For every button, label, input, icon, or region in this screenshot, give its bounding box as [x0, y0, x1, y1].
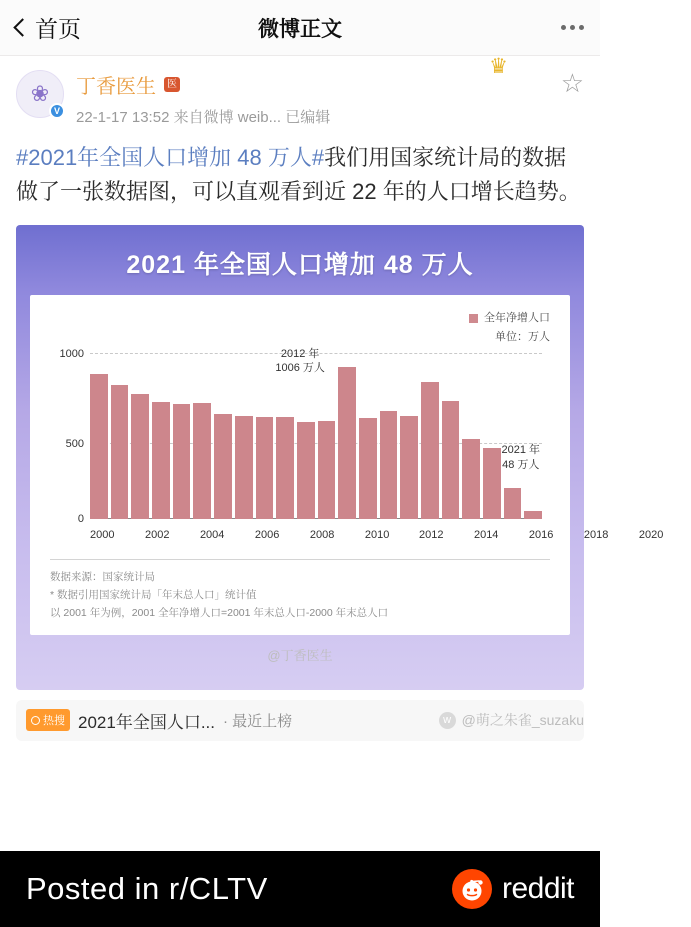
- medal-badge: 医: [164, 77, 180, 92]
- x-tick-label: 2000: [90, 528, 115, 541]
- bar: [235, 416, 253, 519]
- chart-legend: [44, 309, 556, 346]
- post-body-text: 我们用国家统计局的数据做了一张数据图，可以直观看到近 22 年的人口增长趋势。: [16, 145, 581, 205]
- legend-series-label: 全年净增人口: [484, 312, 550, 325]
- bar: [380, 411, 398, 518]
- bar: [462, 439, 480, 519]
- page-title: 微博正文: [258, 17, 342, 41]
- verified-badge: V: [49, 103, 65, 119]
- bar: [483, 448, 501, 518]
- reddit-logo-icon: [452, 869, 492, 909]
- crown-icon: ♛: [489, 55, 508, 78]
- bar: [504, 488, 522, 519]
- legend-swatch-icon: [469, 314, 478, 323]
- chart-title: 2021 年全国人口增加 48 万人: [126, 251, 474, 280]
- hot-badge-label: 热搜: [43, 715, 65, 728]
- hot-search-row[interactable]: [16, 700, 584, 741]
- chart-image-card[interactable]: [16, 225, 664, 690]
- post-meta: 22-1-17 13:52 来自微博 weib... 已编辑: [76, 109, 331, 126]
- more-dots-icon[interactable]: [561, 25, 584, 30]
- x-axis-labels: [90, 528, 664, 541]
- bar: [111, 385, 129, 518]
- annotation-peak-line1: 2012 年: [280, 347, 320, 360]
- bar-series: [90, 353, 542, 519]
- back-button[interactable]: [16, 11, 81, 44]
- legend-unit-label: 单位：万人: [495, 330, 550, 343]
- bar: [297, 422, 315, 519]
- bar: [276, 417, 294, 518]
- magnifier-icon: [31, 716, 40, 725]
- chart-watermark: @丁香医生: [267, 647, 333, 663]
- bar: [152, 402, 170, 519]
- ytick-label: 1000: [59, 347, 84, 360]
- ytick-label: 500: [65, 438, 84, 451]
- chart-note: 以 2001 年为例，2001 全年净增人口=2001 年末总人口-2000 年末总人口: [50, 607, 389, 620]
- hot-search-icon: [26, 709, 70, 731]
- hot-search-sub: · 最近上榜: [223, 712, 293, 730]
- bar: [256, 417, 274, 519]
- chart-note: 数据来源：国家统计局: [50, 570, 155, 583]
- post-header: [16, 70, 584, 127]
- bar: [90, 374, 108, 518]
- post-container: [0, 56, 600, 209]
- post-author-block: [76, 70, 541, 127]
- reddit-brand: [452, 869, 574, 909]
- watermark-text: @萌之朱雀_suzaku: [461, 712, 584, 729]
- banner-caption: Posted in r/CLTV: [26, 871, 268, 906]
- bar: [421, 382, 439, 519]
- divider: [50, 559, 550, 560]
- avatar[interactable]: [16, 70, 64, 118]
- annotation-last-line2: 48 万人: [502, 458, 540, 471]
- bar: [338, 367, 356, 519]
- bar: [131, 394, 149, 519]
- post-topic-link[interactable]: #2021年全国人口增加 48 万人#: [16, 145, 325, 170]
- bar: [193, 403, 211, 519]
- bar: [318, 421, 336, 518]
- annotation-peak: [275, 347, 325, 377]
- x-tick-label: 2004: [199, 528, 225, 541]
- chevron-left-icon: [13, 18, 31, 36]
- bar: [359, 418, 377, 519]
- overlay-watermark: [439, 710, 584, 730]
- chart-notes: [44, 568, 556, 625]
- x-tick-label: 2012: [418, 528, 444, 541]
- ytick-label: 0: [77, 512, 84, 525]
- bar: [173, 404, 191, 519]
- author-name[interactable]: 丁香医生: [76, 76, 156, 98]
- annotation-last: [501, 443, 540, 473]
- chart-plot: [59, 347, 542, 525]
- x-tick-label: 2002: [144, 528, 170, 541]
- x-tick-label: 2006: [254, 528, 280, 541]
- x-tick-label: 2016: [528, 528, 554, 541]
- x-tick-label: 2008: [309, 528, 335, 541]
- x-tick-label: 2018: [583, 528, 609, 541]
- post-text: [16, 141, 584, 209]
- chart-plot-area: [30, 295, 664, 635]
- bottom-banner: [0, 851, 600, 927]
- chart-canvas: [44, 347, 664, 543]
- back-label: 首页: [35, 16, 81, 42]
- hot-search-text[interactable]: 2021年全国人口...: [78, 712, 215, 732]
- x-tick-label: 2020: [638, 528, 664, 541]
- bar: [214, 414, 232, 518]
- star-outline-icon[interactable]: ☆: [560, 68, 584, 98]
- navigation-bar: [0, 0, 600, 56]
- bar: [442, 401, 460, 519]
- clover-avatar-icon: ❀: [30, 81, 50, 106]
- bar: [524, 511, 542, 518]
- reddit-wordmark: reddit: [501, 872, 574, 905]
- bar: [400, 416, 418, 519]
- weibo-logo-icon: w: [439, 712, 456, 729]
- x-tick-label: 2014: [473, 528, 499, 541]
- x-tick-label: 2010: [364, 528, 390, 541]
- annotation-last-line1: 2021 年: [501, 443, 540, 456]
- chart-note: * 数据引用国家统计局「年末总人口」统计值: [50, 588, 257, 601]
- annotation-peak-line2: 1006 万人: [275, 362, 325, 375]
